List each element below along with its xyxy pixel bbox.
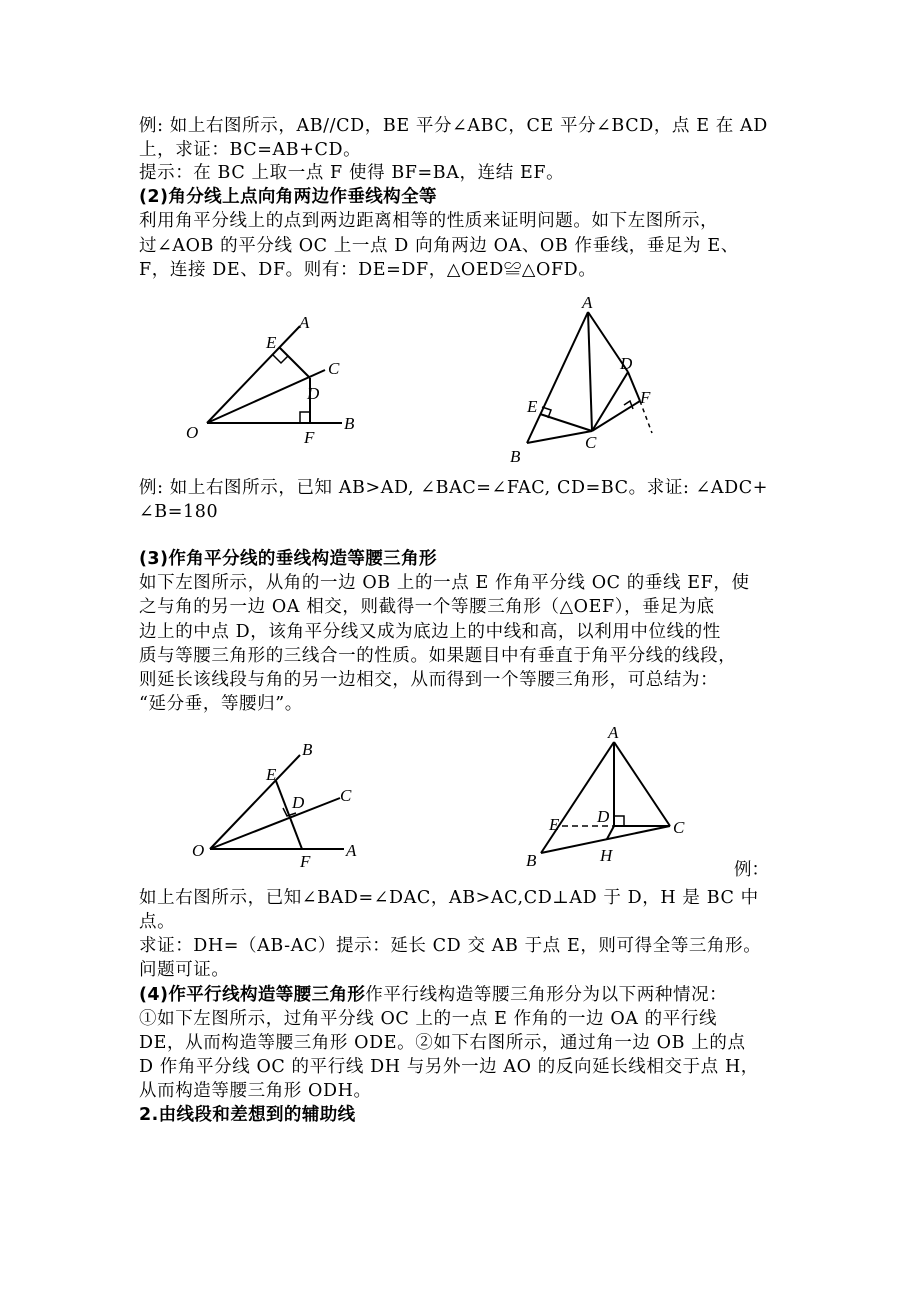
right-angle-d [614,816,624,826]
segment-ac [588,312,592,431]
section-heading-2: (2)角分线上点向角两边作垂线构全等 [139,187,437,207]
example-3-label: 例： [734,860,769,880]
label-a: A [299,313,310,332]
right-angle-f [300,412,310,423]
section-heading-5: 2.由线段和差想到的辅助线 [139,1105,356,1125]
example-3-line-3: 求证：DH=（AB-AC）提示：延长 CD 交 AB 于点 E，则可得全等三角形。 [139,936,762,956]
example-2-line-1: 例: 如上右图所示，已知 AB>AD, ∠BAC=∠FAC, CD=BC。求证: ∠ADC+ [139,478,768,498]
segment-ab [541,742,614,853]
example-3-line-1: 如上右图所示，已知∠BAD=∠DAC，AB>AC,CD⊥AD 于 D，H 是 BC 中 [139,888,759,908]
paragraph-3-line-6: “延分垂，等腰归”。 [139,694,303,714]
label-a: A [346,841,357,860]
label-f: F [300,852,311,870]
label-d: D [597,807,610,826]
paragraph-2-line-1: 利用角平分线上的点到两边距离相等的性质来证明问题。如下左图所示， [139,211,719,231]
label-c: C [673,818,685,837]
paragraph-3-line-5: 则延长该线段与角的另一边相交，从而得到一个等腰三角形，可总结为： [139,670,719,690]
label-o: O [186,423,199,442]
section-4-line-1 [139,982,727,1008]
segment-ac [614,742,670,826]
label-b: B [302,740,313,759]
label-c: C [340,786,352,805]
segment-df [628,372,640,401]
label-b: B [526,851,537,870]
paragraph-3-line-1: 如下左图所示，从角的一边 OB 上的一点 E 作角平分线 OC 的垂线 EF，使 [139,573,750,593]
label-a: A [582,293,593,312]
right-angle-e [273,355,288,363]
example-3-line-2: 点。 [139,912,176,932]
label-b: B [510,447,521,466]
section-4-line-3: DE，从而构造等腰三角形 ODE。②如下右图所示，通过角一边 OB 上的点 [139,1033,746,1053]
section-4-intro: 作平行线构造等腰三角形分为以下两种情况： [365,985,728,1005]
ray-oc [210,798,340,849]
paragraph-3-line-2: 之与角的另一边 OA 相交，则截得一个等腰三角形（△OEF），垂足为底 [139,597,715,617]
label-b: B [344,414,355,433]
example-3-line-4: 问题可证。 [139,960,230,980]
segment-de [280,348,310,378]
label-f: F [640,388,651,407]
label-e: E [266,765,277,784]
hint-1: 提示：在 BC 上取一点 F 使得 BF=BA，连结 EF。 [139,163,565,183]
label-e: E [266,333,277,352]
label-c: C [585,433,597,452]
section-heading-3: (3)作角平分线的垂线构造等腰三角形 [139,549,437,569]
label-d: D [307,384,320,403]
segment-ab [527,312,588,443]
section-4-line-4: D 作角平分线 OC 的平行线 DH 与另外一边 AO 的反向延长线相交于点 H， [139,1057,759,1077]
label-o: O [192,841,205,860]
label-d: D [292,793,305,812]
label-e: E [549,815,560,834]
label-a: A [608,723,619,742]
paragraph-3-line-3: 边上的中点 D，该角平分线又成为底边上的中线和高，以利用中位线的性 [139,622,721,642]
figure-bisector-perpendicular [188,735,373,870]
label-c: C [328,359,340,378]
figure-triangle-midpoint [520,718,700,873]
segment-fc [592,401,640,431]
section-heading-4: (4)作平行线构造等腰三角形 [139,985,366,1005]
figure-angle-bisector-perpendiculars [180,308,370,453]
section-4-line-5: 从而构造等腰三角形 ODH。 [139,1081,372,1101]
section-4-line-2: ①如下左图所示，过角平分线 OC 上的一点 E 作角的一边 OA 的平行线 [139,1009,718,1029]
label-e: E [527,397,538,416]
label-h: H [600,846,613,865]
paragraph-2-line-3: F，连接 DE、DF。则有：DE=DF，△OED≌△OFD。 [139,260,597,280]
paragraph-2-line-2: 过∠AOB 的平分线 OC 上一点 D 向角两边 OA、OB 作垂线，垂足为 E、 [139,236,739,256]
segment-bc [527,431,592,443]
ray-oa [207,326,300,423]
example-1-line-2: 上，求证：BC=AB+CD。 [139,140,362,160]
label-d: D [620,354,633,373]
paragraph-3-line-4: 质与等腰三角形的三线合一的性质。如果题目中有垂直于角平分线的线段， [139,646,737,666]
example-1-line-1: 例: 如上右图所示，AB//CD，BE 平分∠ABC，CE 平分∠BCD，点 E 在 AD [139,116,768,136]
segment-dc [592,372,628,431]
label-f: F [304,428,315,447]
example-2-line-2: ∠B=180 [139,502,219,522]
figure-triangle-abc-extension [500,288,670,468]
ray-ob [210,755,300,849]
